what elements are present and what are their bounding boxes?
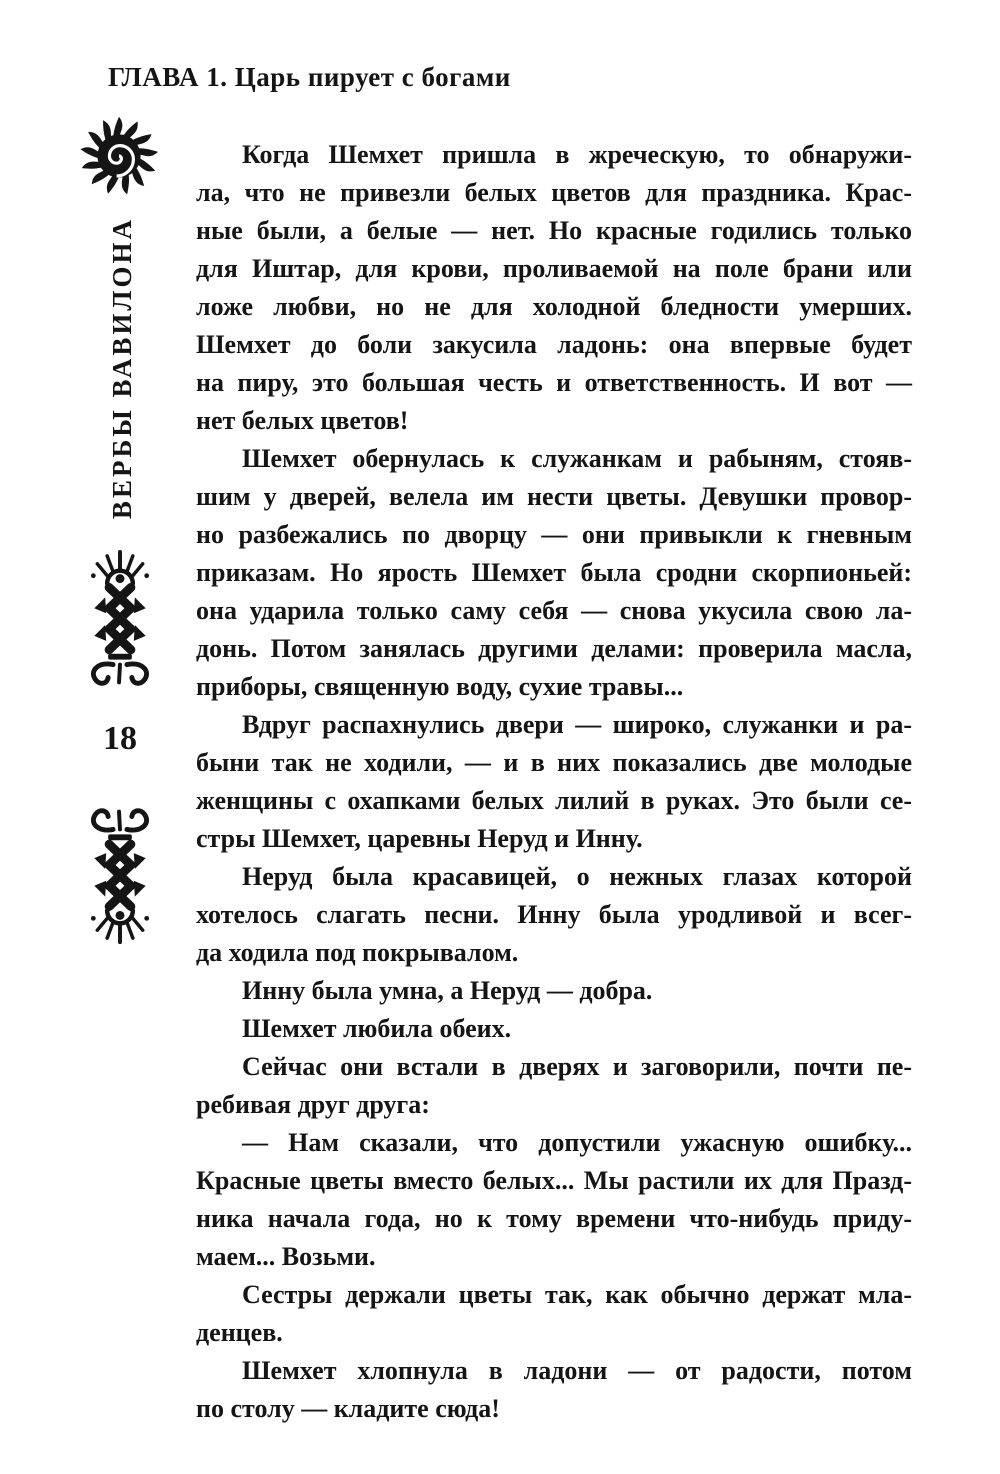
- text-line: Шемхет до боли закусила ладонь: она впервые будет: [196, 330, 912, 359]
- lattice-column-ornament-icon: [83, 546, 157, 714]
- series-title-text: ВЕРБЫ ВАВИЛОНА: [106, 216, 137, 520]
- text-line: женщины с охапками белых лилий в руках. Это были се-: [196, 786, 912, 815]
- text-line: она ударила только саму себя — снова укусила свою ла-: [196, 596, 912, 625]
- text-line: Шемхет хлопнула в ладони — от радости, потом: [242, 1356, 912, 1385]
- text-line: ника начала года, но к тому времени что-нибудь приду-: [196, 1204, 912, 1233]
- text-line: ные были, а белые — нет. Но красные годились только: [196, 216, 912, 245]
- text-line: приборы, священную воду, сухие травы...: [196, 672, 684, 701]
- text-line: стры Шемхет, царевны Неруд и Инну.: [196, 824, 643, 853]
- text-line: нет белых цветов!: [196, 406, 409, 435]
- text-line: по столу — кладите сюда!: [196, 1394, 500, 1423]
- text-line: для Иштар, для крови, проливаемой на поле брани или: [196, 254, 912, 283]
- text-line: маем... Возьми.: [196, 1242, 376, 1271]
- text-line: — Нам сказали, что допустили ужасную ошибку...: [242, 1128, 912, 1157]
- text-line: на пиру, это большая честь и ответственность. И вот —: [196, 368, 912, 397]
- chapter-header: ГЛАВА 1. Царь пирует с богами: [108, 62, 511, 92]
- lattice-column-ornament-mirrored-icon: [83, 780, 157, 948]
- text-line: быни так не ходили, — и в них показались две молодые: [196, 748, 912, 777]
- body-text-column: [196, 136, 912, 1428]
- text-line: хотелось слагать песни. Инну была уродливой и всег-: [196, 900, 912, 929]
- text-line: ла, что не привезли белых цветов для праздника. Крас-: [196, 178, 912, 207]
- text-line: ребивая друг друга:: [196, 1090, 430, 1119]
- text-line: Инну была умна, а Неруд — добра.: [242, 976, 653, 1005]
- text-line: донь. Потом занялась другими делами: проверила масла,: [196, 634, 912, 663]
- series-title-vertical: [94, 210, 150, 526]
- text-line: Сейчас они встали в дверях и заговорили, почти пе-: [242, 1052, 912, 1081]
- text-line: Красные цветы вместо белых... Мы растили их для Празд-: [196, 1166, 912, 1195]
- text-line: Когда Шемхет пришла в жреческую, то обнаружи-: [242, 140, 912, 169]
- text-line: Неруд была красавицей, о нежных глазах которой: [242, 862, 912, 891]
- text-line: но разбежались по дворцу — они привыкли к гневным: [196, 520, 912, 549]
- sun-spiral-icon: [74, 116, 164, 196]
- text-line: Шемхет любила обеих.: [242, 1014, 512, 1043]
- page-number: 18: [103, 720, 137, 757]
- text-line: да ходила под покрывалом.: [196, 938, 519, 967]
- text-line: Сестры держали цветы так, как обычно держат мла-: [242, 1280, 912, 1309]
- text-line: денцев.: [196, 1318, 283, 1347]
- text-line: Шемхет обернулась к служанкам и рабыням, стояв-: [242, 444, 912, 473]
- text-line: ложе любви, но не для холодной бледности умерших.: [196, 292, 912, 321]
- text-line: приказам. Но ярость Шемхет была сродни скорпионьей:: [196, 558, 912, 587]
- text-line: Вдруг распахнулись двери — широко, служанки и ра-: [242, 710, 912, 739]
- text-line: шим у дверей, велела им нести цветы. Девушки провор-: [196, 482, 912, 511]
